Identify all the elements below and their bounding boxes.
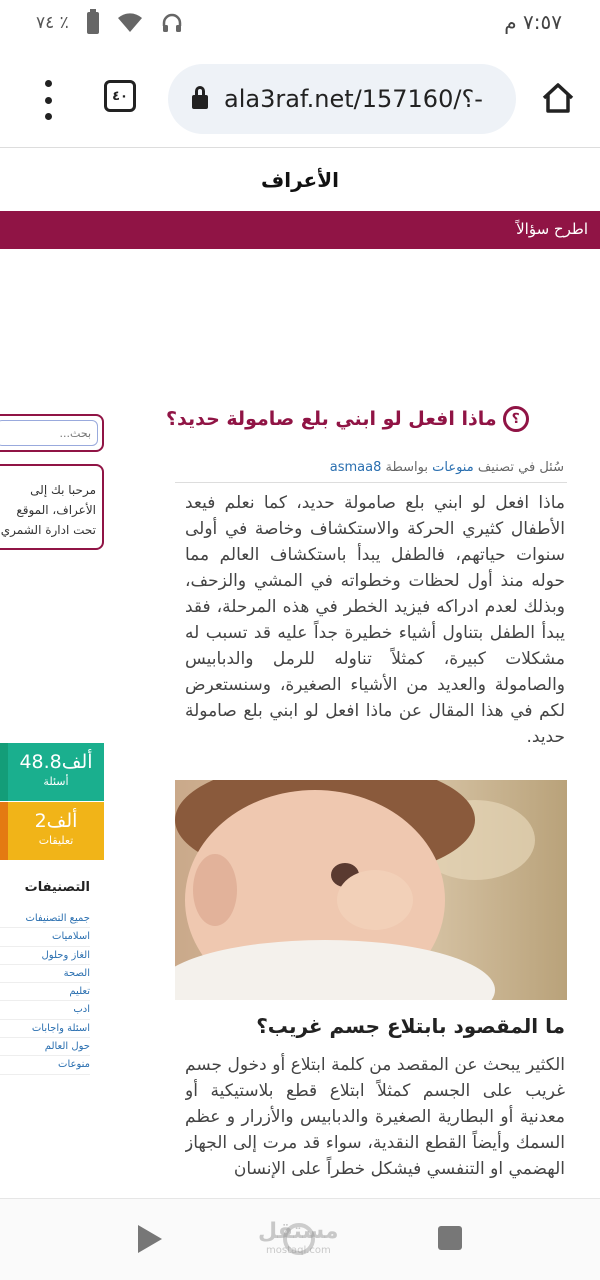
category-item[interactable]: حول العالم [0,1038,90,1056]
comments-label: تعليقات [38,834,74,847]
tab-switcher-button[interactable]: ٤٠ [104,80,136,112]
category-item[interactable]: تعليم [0,983,90,1001]
section-heading: ما المقصود بابتلاع جسم غريب؟ [256,1014,565,1038]
browser-toolbar [0,52,600,148]
category-link[interactable]: منوعات [432,460,474,475]
question-title-text[interactable]: ماذا افعل لو ابني بلع صامولة حديد؟ [166,408,497,430]
author-link[interactable]: asmaa8 [329,460,382,475]
category-item[interactable]: منوعات [0,1056,90,1074]
status-left [36,12,183,34]
baby-photo [175,780,567,1000]
question-icon: ؟ [503,406,529,432]
section-body: الكثير يبحث عن المقصد من كلمة ابتلاع أو دخول جسم غريب على الجسم كمثلاً ابتلاع قطع بلاستيكية أو معدنية أو البطارية الصغيرة والدبابيس والأزرار و عظم السمك وأيضاً القطع النقدية، سواء قد مرت إلى الجهاز الهضمي او التنفسي فيشكل خطراً على الإنسان [185,1055,565,1179]
wifi-icon [117,13,143,33]
system-nav-bar [0,1198,600,1280]
watermark: مستقل [258,1219,339,1244]
battery-icon [87,12,99,34]
lock-icon [192,95,208,109]
divider [175,482,567,483]
categories-title: التصنيفات [24,880,90,895]
questions-count: 48.8ألف [19,751,93,773]
category-item[interactable]: الصحة [0,965,90,983]
sidebar-search [0,414,104,452]
questions-label: أسئلة [43,775,69,788]
back-icon[interactable] [138,1225,162,1253]
site-title[interactable]: الأعراف [261,168,339,192]
address-bar[interactable] [168,64,516,134]
categories-list [0,910,90,1075]
questions-stat [0,743,104,801]
battery-percent: ٧٤ ٪ [36,13,69,33]
watermark-sub: mostaql.com [266,1245,331,1256]
home-icon[interactable] [540,80,576,116]
question-body: ماذا افعل لو ابني بلع صامولة حديد، كما نعلم فيعد الأطفال كثيري الحركة والاستكشاف وخاصة في أولى سنوات حياتهم، فالطفل يبدأ باستكشاف العالم مما حوله منذ أول لحظات وخطواته في المشي والزحف، وبذلك لعدم ادراكه فيزيد الخطر في هذه المرحلة، فقد يبدأ الطفل بتناول أشياء خطيرة جداً عليه قد تسبب له مشكلات كبيرة، كمثلاً تناوله للرمل والدبابيس والصامولة والعديد من الأشياء الصغيرة، وسنستعرض لكم في هذا المقال عن ماذا افعل لو ابني بلع صامولة حديد. [185,493,565,747]
category-item[interactable]: الغاز وحلول [0,947,90,965]
clock: ٧:٥٧ م [504,10,562,34]
ask-question-button[interactable]: اطرح سؤالاً [516,220,588,238]
category-item[interactable]: اسئلة واجابات [0,1020,90,1038]
status-bar [0,0,600,48]
welcome-box: مرحبا بك إلى الأعراف، الموقع تحت ادارة الشمري [0,464,104,550]
question-title [166,406,586,432]
search-input[interactable] [0,420,98,446]
category-item[interactable]: جميع التصنيفات [0,910,90,928]
meta-prefix: سُئل في تصنيف [477,460,564,475]
recents-icon[interactable] [438,1226,462,1250]
category-item[interactable]: ادب [0,1001,90,1019]
meta-by: بواسطة [385,460,428,475]
headphones-icon [161,12,183,34]
more-menu-icon[interactable] [36,80,60,120]
question-meta [330,460,564,475]
comments-stat [0,802,104,860]
category-item[interactable]: اسلاميات [0,928,90,946]
ask-bar [0,211,600,249]
url-text: ala3raf.net/157160/؟- [224,85,483,113]
comments-count: 2ألف [34,810,78,832]
